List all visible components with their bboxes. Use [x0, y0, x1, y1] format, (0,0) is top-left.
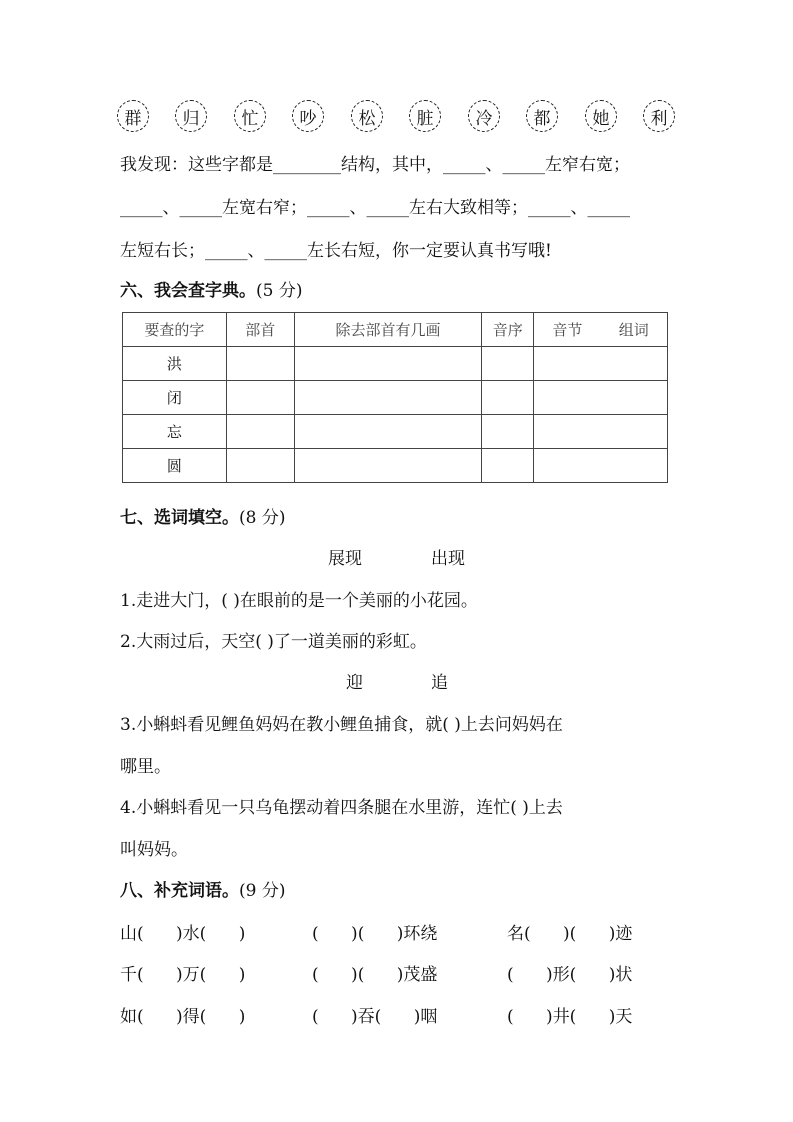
idiom-row	[120, 1002, 680, 1026]
idiom-item: 山( )水( )	[120, 924, 246, 944]
dictionary-table	[122, 312, 668, 483]
section-7-heading	[120, 503, 285, 528]
answer-cell[interactable]	[226, 347, 294, 381]
idiom-item: ( )吞( )咽	[312, 1007, 438, 1027]
character-bubble: 归	[175, 100, 207, 132]
section-7-score: (8 分)	[239, 508, 286, 528]
header-radical: 部首	[226, 313, 294, 347]
answer-cell[interactable]	[226, 449, 294, 483]
answer-cell[interactable]	[294, 381, 482, 415]
idiom-row	[120, 960, 680, 984]
answer-cell[interactable]	[534, 415, 668, 449]
observation-line-3: 左短右长；_____、_____左长右短，你一定要认真书写哦!	[120, 241, 552, 261]
character-bubble: 都	[526, 100, 558, 132]
answer-cell[interactable]	[294, 347, 482, 381]
section-8-score: (9 分)	[239, 881, 286, 901]
idiom-item: ( )形( )状	[507, 965, 633, 985]
idiom-item: 千( )万( )	[120, 965, 246, 985]
question-4-continued: 叫妈妈。	[120, 840, 188, 860]
answer-cell[interactable]	[534, 449, 668, 483]
answer-cell[interactable]	[482, 415, 534, 449]
idiom-item: 名( )( )迹	[507, 924, 633, 944]
answer-cell[interactable]	[226, 415, 294, 449]
lookup-char: 洪	[123, 347, 227, 381]
section-7-title: 七、选词填空。	[120, 508, 239, 528]
section-6-title: 六、我会查字典。	[120, 281, 256, 301]
header-words: 组词	[618, 321, 649, 339]
table-row	[123, 381, 668, 415]
header-char: 要查的字	[123, 313, 227, 347]
table-row	[123, 347, 668, 381]
idiom-row	[120, 919, 680, 943]
character-bubble: 群	[117, 100, 149, 132]
answer-cell[interactable]	[294, 449, 482, 483]
idiom-item: 如( )得( )	[120, 1007, 246, 1027]
word-choice: 展现	[328, 549, 362, 569]
section-6-heading	[120, 276, 302, 301]
lookup-char: 圆	[123, 449, 227, 483]
section-6-score: (5 分)	[256, 281, 303, 301]
observation-line-1: 我发现：这些字都是________结构，其中，_____、_____左窄右宽；	[120, 155, 630, 175]
answer-cell[interactable]	[226, 381, 294, 415]
word-choice: 出现	[431, 549, 465, 569]
header-syllable-words	[534, 313, 668, 347]
character-bubble: 冷	[468, 100, 500, 132]
question-3: 3.小蝌蚪看见鲤鱼妈妈在教小鲤鱼捕食，就( )上去问妈妈在	[120, 715, 563, 735]
header-syllable: 音节	[552, 321, 583, 339]
character-bubble: 脏	[409, 100, 441, 132]
lookup-char: 忘	[123, 415, 227, 449]
answer-cell[interactable]	[482, 449, 534, 483]
table-header-row	[123, 313, 668, 347]
question-4: 4.小蝌蚪看见一只乌龟摆动着四条腿在水里游，连忙( )上去	[120, 798, 563, 818]
section-8-heading	[120, 876, 285, 901]
character-bubble: 她	[585, 100, 617, 132]
answer-cell[interactable]	[534, 381, 668, 415]
question-3-continued: 哪里。	[120, 757, 171, 777]
idiom-item: ( )井( )天	[507, 1007, 633, 1027]
word-choice: 追	[431, 673, 448, 693]
character-bubble: 忙	[234, 100, 266, 132]
answer-cell[interactable]	[482, 381, 534, 415]
answer-cell[interactable]	[294, 415, 482, 449]
question-2: 2.大雨过后，天空( )了一道美丽的彩虹。	[120, 632, 427, 652]
answer-cell[interactable]	[534, 347, 668, 381]
character-bubble: 吵	[292, 100, 324, 132]
character-bubble: 利	[643, 100, 675, 132]
character-bubble: 松	[351, 100, 383, 132]
observation-line-2: _____、_____左宽右窄；_____、_____左右大致相等；_____、_____	[120, 198, 630, 218]
character-bubble-row	[117, 100, 677, 134]
table-row	[123, 415, 668, 449]
section-8-title: 八、补充词语。	[120, 881, 239, 901]
header-initial: 音序	[482, 313, 534, 347]
question-1: 1.走进大门，( )在眼前的是一个美丽的小花园。	[120, 591, 478, 611]
lookup-char: 闭	[123, 381, 227, 415]
word-choice: 迎	[346, 673, 363, 693]
idiom-item: ( )( )茂盛	[312, 965, 438, 985]
idiom-item: ( )( )环绕	[312, 924, 438, 944]
table-row	[123, 449, 668, 483]
header-strokes: 除去部首有几画	[294, 313, 482, 347]
answer-cell[interactable]	[482, 347, 534, 381]
